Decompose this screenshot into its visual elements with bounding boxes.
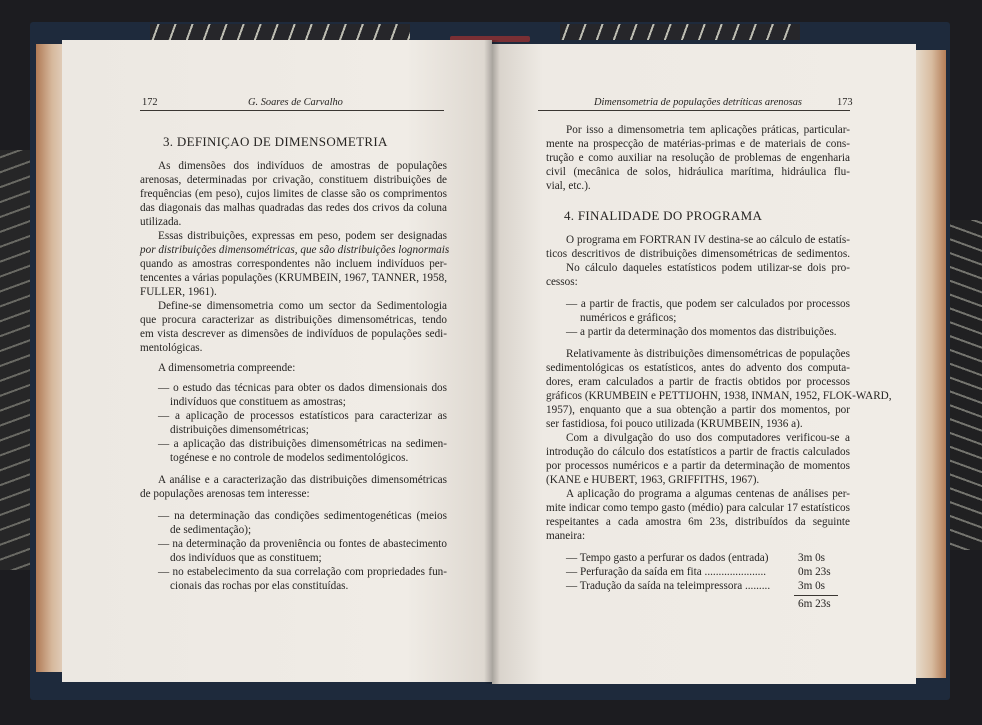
header-rule	[140, 110, 444, 111]
page-number: 173	[837, 97, 853, 108]
text-line: tencentes a várias populações (KRUMBEIN, 1967, TANNER, 1958,	[140, 272, 447, 284]
marbled-cover-right	[950, 220, 982, 550]
text-line: ser fastidiosa, foi pouco utilizada (KRUMBEIN, 1936 a).	[546, 418, 803, 430]
text-line: por distribuições dimensométricas, que são distribuições lognormais	[140, 244, 450, 256]
total-rule	[794, 595, 838, 596]
text-line: Com a divulgação do uso dos computadores verificou-se a	[566, 432, 850, 444]
list-item: — na determinação da proveniência ou fontes de abastecimento	[158, 538, 447, 550]
list-item: — na determinação das condições sedimentogenéticas (meios	[158, 510, 447, 522]
text-line: Relativamente às distribuições dimensométricas de populações	[566, 348, 850, 360]
marbled-cover-top-left	[150, 24, 410, 40]
list-item-cont: distribuições dimensométricas;	[170, 424, 309, 436]
header-rule	[538, 110, 850, 111]
time-row-label: — Perfuração da saída em fita ......................	[566, 566, 767, 578]
list-item: — a partir da determinação dos momentos das distribuições.	[566, 326, 837, 338]
left-page	[62, 40, 492, 682]
text-line: gráficos (KRUMBEIN e PETTIJOHN, 1938, INMAN, 1952, FLOK-WARD,	[546, 390, 892, 402]
text-line: FULLER, 1961).	[140, 286, 217, 298]
list-item: — a aplicação das distribuições dimensométricas na sedimen-	[158, 438, 447, 450]
text-line: ticos descritivos de distribuições dimensométricas de sedimentos.	[546, 248, 850, 260]
list-item-cont: indivíduos que constituem as amostras;	[170, 396, 346, 408]
text-line: mite indicar como tempo gasto (médio) para calcular 17 estatísticos	[546, 502, 850, 514]
text-line: A aplicação do programa a algumas centenas de análises per-	[566, 488, 850, 500]
text-line: O programa em FORTRAN IV destina-se ao cálculo de estatís-	[566, 234, 850, 246]
text-line: As dimensões dos indivíduos de amostras de populações	[158, 160, 447, 172]
section-title: 3. DEFINIÇAO DE DIMENSOMETRIA	[163, 134, 388, 149]
book-gutter	[484, 40, 500, 684]
time-row-value: 3m 0s	[798, 552, 826, 564]
marbled-cover-top-right	[560, 24, 800, 40]
section-title: 4. FINALIDADE DO PROGRAMA	[564, 208, 763, 223]
text-line: que procura caracterizar as distribuições dimensométricas, tendo	[140, 314, 447, 326]
text-line: (KANE e HUBERT, 1963, GRIFFITHS, 1967).	[546, 474, 760, 486]
text-line: das diagonais das malhas quadradas das redes dos crivos da coluna	[140, 202, 447, 214]
text-line: Essas distribuições, expressas em peso, podem ser designadas	[158, 230, 447, 242]
time-row-value: 3m 0s	[798, 580, 826, 592]
list-item-cont: togénese e no controle de modelos sedimentológicos.	[170, 452, 409, 464]
list-item: — o estudo das técnicas para obter os dados dimensionais dos	[158, 382, 447, 394]
text-line: de populações arenosas tem interesse:	[140, 488, 310, 500]
right-page	[492, 44, 916, 684]
time-row-label: — Tempo gasto a perfurar os dados (entrada)	[566, 552, 769, 564]
marbled-cover-left	[0, 150, 30, 570]
text-line: A dimensometria compreende:	[158, 362, 296, 374]
text-line: por processos numéricos e a partir da determinação de momentos	[546, 460, 850, 472]
time-total: 6m 23s	[798, 598, 831, 610]
list-item: — no estabelecimento da sua correlação com propriedades fun-	[158, 566, 447, 578]
running-head: Dimensometria de populações detríticas arenosas	[594, 97, 802, 108]
time-row-value: 0m 23s	[798, 566, 831, 578]
text-line: arenosas, determinadas por crivação, constituem distribuições de	[140, 174, 447, 186]
time-row-label: — Tradução da saída na teleimpressora .........	[566, 580, 771, 592]
list-item-cont: numéricos e gráficos;	[580, 312, 677, 324]
running-head: G. Soares de Carvalho	[248, 97, 343, 108]
text-line: trução e como auxiliar na resolução de problemas de engenharia	[546, 152, 850, 164]
text-line: sedimentológicas os estatísticos, antes do advento dos computa-	[546, 362, 850, 374]
text-line: cessos:	[546, 276, 578, 288]
text-line: em vista descrever as dimensões de indivíduos de populações sedi-	[140, 328, 447, 340]
page-number: 172	[142, 97, 158, 108]
text-line: Por isso a dimensometria tem aplicações práticas, particular-	[566, 124, 850, 136]
text-line: utilizada.	[140, 216, 182, 228]
text-line: maneira:	[546, 530, 586, 542]
list-item: — a aplicação de processos estatísticos para caracterizar as	[158, 410, 447, 422]
text-line: quando as amostras correspondentes não incluem indivíduos per-	[140, 258, 447, 270]
list-item-cont: dos indivíduos que as constituem;	[170, 552, 322, 564]
text-line: vial, etc.).	[546, 180, 591, 192]
text-line: 1957), enquanto que a sua obtenção a partir dos momentos, por	[546, 404, 850, 416]
text-line: frequências (em peso), cujos limites de classe são os comprimentos	[140, 188, 447, 200]
text-line: mente na prospecção de matérias-primas e de materiais de cons-	[546, 138, 850, 150]
text-line: dores, eram calculados a partir de fractis obtidos por processos	[546, 376, 850, 388]
text-line: Define-se dimensometria como um sector da Sedimentologia	[158, 300, 447, 312]
text-line: respeitantes a cada amostra 6m 23s, distribuídos da seguinte	[546, 516, 850, 528]
text-line: No cálculo daqueles estatísticos podem utilizar-se dois pro-	[566, 262, 850, 274]
text-line: introdução do cálculo dos estatísticos a partir de fractis calculados	[546, 446, 850, 458]
list-item: — a partir de fractis, que podem ser calculados por processos	[566, 298, 850, 310]
list-item-cont: de sedimentação);	[170, 524, 252, 536]
list-item-cont: cionais das rochas por elas constituídas.	[170, 580, 349, 592]
text-line: civil (mecânica de solos, hidráulica marítima, hidráulica flu-	[546, 166, 850, 178]
text-line: A análise e a caracterização das distribuições dimensométricas	[158, 474, 447, 486]
text-line: mentológicas.	[140, 342, 203, 354]
